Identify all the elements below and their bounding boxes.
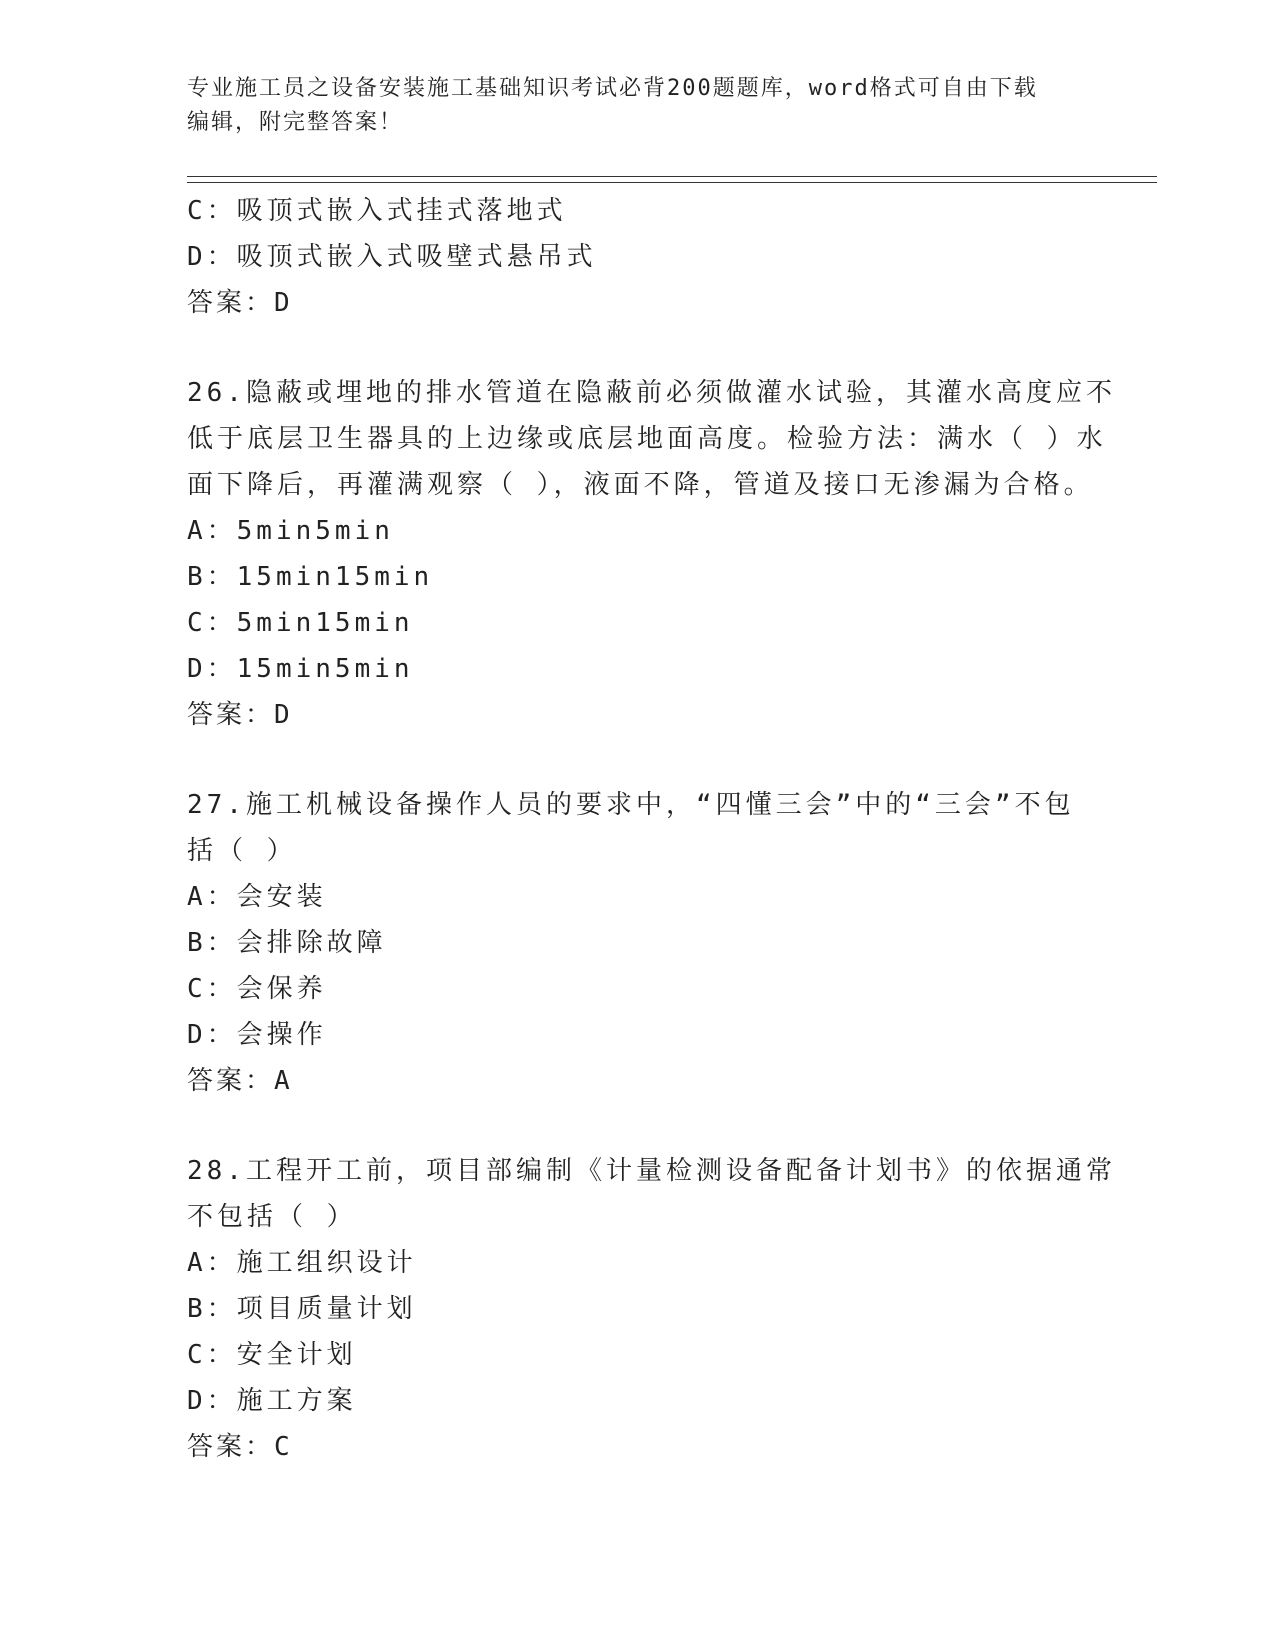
question-27 <box>187 782 1087 1104</box>
option-b: B：会排除故障 <box>187 928 387 958</box>
question-stem <box>187 782 1075 874</box>
answer: 答案：D <box>187 700 293 730</box>
document-header <box>187 72 1067 140</box>
document-body <box>187 188 1116 1470</box>
stem-line: 括（ ） <box>187 836 297 866</box>
option-b: B：项目质量计划 <box>187 1294 417 1324</box>
stem-line: 28.工程开工前，项目部编制《计量检测设备配备计划书》的依据通常 <box>187 1156 1116 1186</box>
option-d: D：会操作 <box>187 1020 327 1050</box>
option-c: C：安全计划 <box>187 1340 357 1370</box>
question-26 <box>187 370 1116 738</box>
stem-line: 低于底层卫生器具的上边缘或底层地面高度。检验方法：满水（ ）水 <box>187 424 1107 454</box>
stem-line: 面下降后，再灌满观察（ ），液面不降，管道及接口无渗漏为合格。 <box>187 470 1094 500</box>
option-d: D：吸顶式嵌入式吸壁式悬吊式 <box>187 242 597 272</box>
option-c: C：会保养 <box>187 974 327 1004</box>
answer: 答案：D <box>187 288 293 318</box>
answer: 答案：A <box>187 1066 293 1096</box>
header-divider-bottom <box>187 182 1157 183</box>
option-a: A：施工组织设计 <box>187 1248 417 1278</box>
option-a: A：5min5min <box>187 516 394 546</box>
header-title-line-2: 编辑，附完整答案！ <box>187 110 404 135</box>
header-divider-top <box>187 176 1157 177</box>
option-c: C：5min15min <box>187 608 414 638</box>
option-d: D：施工方案 <box>187 1386 357 1416</box>
question-25-partial <box>187 188 1087 326</box>
question-stem <box>187 1148 1116 1240</box>
question-28 <box>187 1148 1116 1470</box>
stem-line: 26.隐蔽或埋地的排水管道在隐蔽前必须做灌水试验，其灌水高度应不 <box>187 378 1116 408</box>
header-title-line-1: 专业施工员之设备安装施工基础知识考试必背200题题库，word格式可自由下载 <box>187 76 1038 101</box>
answer: 答案：C <box>187 1432 293 1462</box>
stem-line: 不包括（ ） <box>187 1202 357 1232</box>
option-a: A：会安装 <box>187 882 327 912</box>
question-stem <box>187 370 1116 508</box>
stem-line: 27.施工机械设备操作人员的要求中，“四懂三会”中的“三会”不包 <box>187 790 1075 820</box>
option-c: C：吸顶式嵌入式挂式落地式 <box>187 196 567 226</box>
option-d: D：15min5min <box>187 654 414 684</box>
option-b: B：15min15min <box>187 562 434 592</box>
